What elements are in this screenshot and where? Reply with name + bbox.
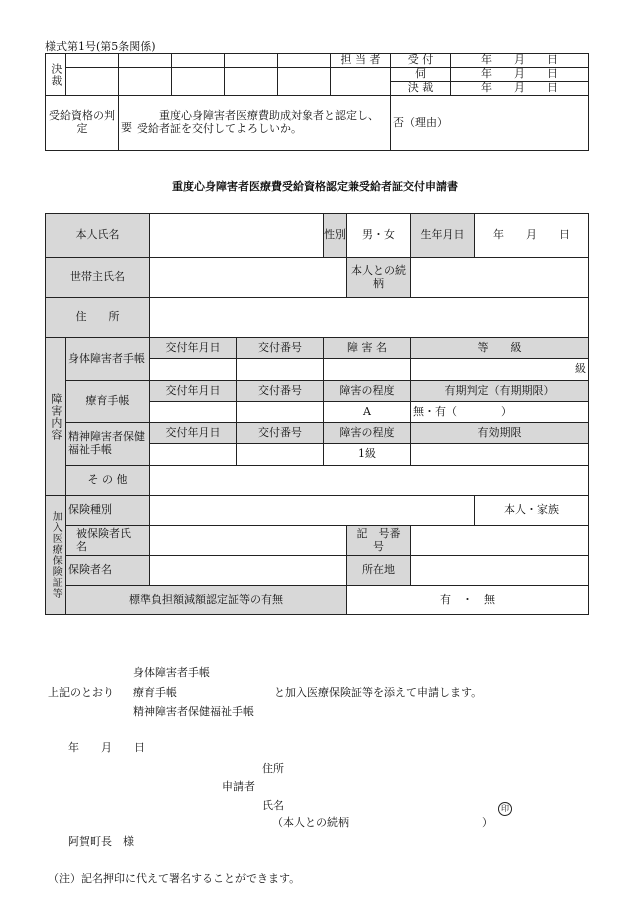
relation-field[interactable] [411,258,589,298]
stamp-box[interactable] [66,68,119,96]
tanto-stamp[interactable] [331,68,391,96]
rehab-header-degree: 障害の程度 [324,381,411,402]
kessai-label: 決裁 [46,54,66,96]
judgment-text-cell [119,96,391,151]
sex-options[interactable]: 男・女 [347,214,411,258]
stamp-box[interactable] [172,54,225,68]
mental-degree-field[interactable]: 1級 [324,444,411,466]
physical-number-field[interactable] [237,359,324,381]
footnote: （注）記名押印に代えて署名することができます。 [48,872,301,885]
addressee: 阿賀町長 様 [68,835,134,848]
symbol-number-field[interactable] [411,526,589,556]
stamp-box[interactable] [278,54,331,68]
other-label: そ の 他 [66,466,150,496]
applicant-name-label: 本人氏名 [46,214,150,258]
signature-address-label: 住所 [262,762,284,775]
decision-label: 決 裁 [391,82,451,96]
signature-relation-close: ） [482,816,493,829]
statement-item-rehab[interactable]: 療育手帳 [133,686,177,699]
address-field[interactable] [150,298,589,338]
insurance-type-options[interactable]: 本人・家族 [475,496,589,526]
mental-header-number: 交付番号 [237,423,324,444]
application-date[interactable]: 年 月 日 [68,741,145,754]
reduction-cert-options[interactable]: 有 ・ 無 [347,586,589,615]
rehab-header-number: 交付番号 [237,381,324,402]
reduction-cert-label: 標準負担額減額認定証等の有無 [66,586,347,615]
statement-lead: 上記のとおり [48,686,114,699]
symbol-number-label: 記 号番 号 [347,526,411,556]
application-table [45,213,589,615]
form-label: 様式第1号(第5条関係) [45,40,156,53]
householder-field[interactable] [150,258,347,298]
rehab-number-field[interactable] [237,402,324,423]
inquiry-date[interactable]: 年 月 日 [451,68,589,82]
physical-header-grade: 等 級 [411,338,589,359]
tanto-label: 担 当 者 [331,54,391,68]
approval-table [45,53,589,151]
stamp-box[interactable] [225,54,278,68]
rehab-date-field[interactable] [150,402,237,423]
householder-label: 世帯主氏名 [46,258,150,298]
signature-applicant-label: 申請者 [222,780,255,793]
physical-header-number: 交付番号 [237,338,324,359]
decision-date[interactable]: 年 月 日 [451,82,589,96]
insurance-type-field[interactable] [150,496,475,526]
insurance-section-label: 加入医療保険証等 [46,496,66,615]
insurer-name-label: 保険者名 [66,556,150,586]
rehab-header-date: 交付年月日 [150,381,237,402]
mental-header-date: 交付年月日 [150,423,237,444]
birth-label: 生年月日 [411,214,475,258]
physical-header-date: 交付年月日 [150,338,237,359]
page-title: 重度心身障害者医療費受給資格認定兼受給者証交付申請書 [172,180,458,193]
judgment-label: 受給資格の判 定 [46,96,119,151]
birth-field[interactable]: 年 月 日 [475,214,589,258]
stamp-box[interactable] [278,68,331,96]
statement-item-mental[interactable]: 精神障害者保健福祉手帳 [133,705,254,718]
other-field[interactable] [150,466,589,496]
stamp-box[interactable] [66,54,119,68]
rehab-degree-field[interactable]: A [324,402,411,423]
mental-header-degree: 障害の程度 [324,423,411,444]
mental-expiry-field[interactable] [411,444,589,466]
insurance-type-label: 保険種別 [66,496,150,526]
relation-label: 本人との続 柄 [347,258,411,298]
mental-date-field[interactable] [150,444,237,466]
disability-section-label: 障害内容 [46,338,66,496]
receipt-label: 受 付 [391,54,451,68]
judgment-text: 重度心身障害者医療費助成対象者と認定し、受給者証を交付してよろしいか。 [137,109,379,135]
physical-date-field[interactable] [150,359,237,381]
physical-header-name: 障 害 名 [324,338,411,359]
insured-name-field[interactable] [150,526,347,556]
applicant-name-field[interactable] [150,214,324,258]
stamp-box[interactable] [172,68,225,96]
insurer-location-field[interactable] [411,556,589,586]
mental-number-field[interactable] [237,444,324,466]
address-label: 住 所 [46,298,150,338]
yes-mark: 要 [121,121,132,135]
physical-name-field[interactable] [324,359,411,381]
stamp-box[interactable] [119,54,172,68]
statement-item-physical[interactable]: 身体障害者手帳 [133,666,210,679]
insured-name-label: 被保険者氏 名 [66,526,150,556]
physical-grade-field[interactable]: 級 [411,359,589,381]
mental-label: 精神障害者保健福祉手帳 [66,423,150,466]
physical-label: 身体障害者手帳 [66,338,150,381]
no-reason[interactable]: 否（理由） [391,96,589,151]
seal-icon: 印 [498,796,512,816]
rehab-label: 療育手帳 [66,381,150,423]
signature-relation-label: （本人との続柄 [272,816,349,829]
statement-tail: と加入医療保険証等を添えて申請します。 [274,686,483,699]
receipt-date[interactable]: 年 月 日 [451,54,589,68]
rehab-term-field[interactable]: 無・有（ ） [411,402,589,423]
mental-header-expiry: 有効期限 [411,423,589,444]
insurer-location-label: 所在地 [347,556,411,586]
insurer-name-field[interactable] [150,556,347,586]
stamp-box[interactable] [225,68,278,96]
inquiry-label: 伺 [391,68,451,82]
sex-label: 性別 [324,214,347,258]
signature-name-label: 氏名 [262,799,284,812]
rehab-header-term: 有期判定（有期期限） [411,381,589,402]
stamp-box[interactable] [119,68,172,96]
